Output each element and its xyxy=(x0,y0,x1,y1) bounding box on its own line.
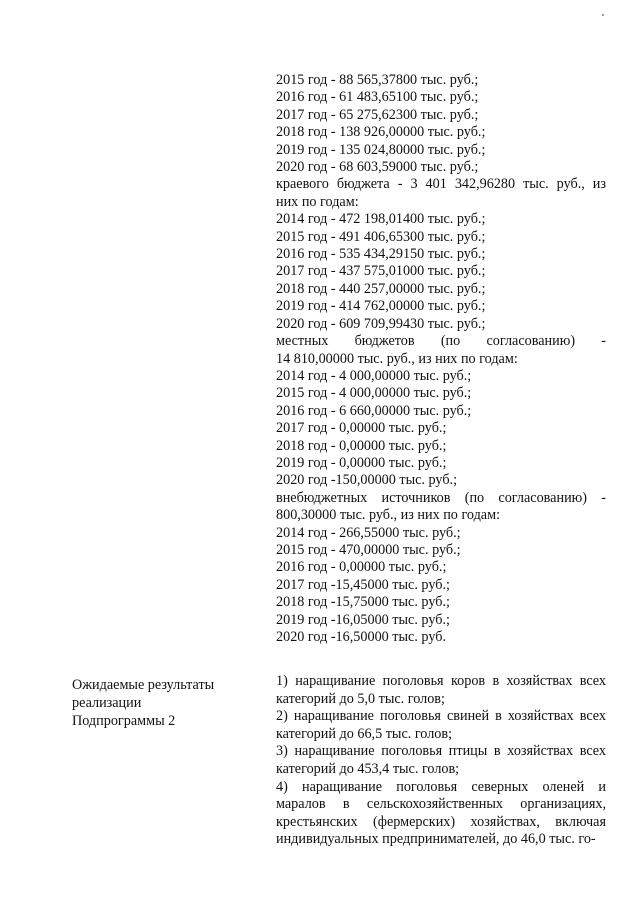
funding-line: 2015 год - 88 565,37800 тыс. руб.; xyxy=(276,72,479,88)
result-item: 2) наращивание поголовья свиней в хозяйствах всех категорий до 66,5 тыс. голов; xyxy=(276,708,606,742)
funding-line: них по годам: xyxy=(276,193,359,210)
funding-line: 2016 год - 61 483,65100 тыс. руб.; xyxy=(276,89,479,106)
funding-line: 2017 год - 437 575,01000 тыс. руб.; xyxy=(276,263,486,280)
funding-line: 2018 год - 138 926,00000 тыс. руб.; xyxy=(276,124,486,141)
funding-line: 2019 год - 0,00000 тыс. руб.; xyxy=(276,454,447,471)
results-label xyxy=(72,676,262,730)
funding-line: 2018 год -15,75000 тыс. руб.; xyxy=(276,594,450,611)
funding-line: 800,30000 тыс. руб., из них по годам: xyxy=(276,507,501,524)
funding-line: 2016 год - 6 660,00000 тыс. руб.; xyxy=(276,402,472,419)
funding-line: 2020 год -16,50000 тыс. руб. xyxy=(276,629,447,645)
funding-line: 2018 год - 0,00000 тыс. руб.; xyxy=(276,437,447,454)
results-label-line: Подпрограммы 2 xyxy=(72,713,176,729)
results-label-line: реализации xyxy=(72,695,142,711)
funding-line: 2018 год - 440 257,00000 тыс. руб.; xyxy=(276,280,486,297)
funding-line: 2014 год - 4 000,00000 тыс. руб.; xyxy=(276,367,472,384)
funding-line: 2015 год - 491 406,65300 тыс. руб.; xyxy=(276,228,486,245)
funding-line: 2019 год -16,05000 тыс. руб.; xyxy=(276,611,450,628)
funding-line: 2014 год - 472 198,01400 тыс. руб.; xyxy=(276,211,486,228)
funding-line: 2017 год - 65 275,62300 тыс. руб.; xyxy=(276,106,479,123)
funding-line: 2019 год - 135 024,80000 тыс. руб.; xyxy=(276,141,486,158)
funding-line: 2017 год -15,45000 тыс. руб.; xyxy=(276,576,450,593)
result-item: 4) наращивание поголовья северных оленей и маралов в сельскохозяйственных организациях, крестьянских (фермерских) хозяйствах, включая индивидуальных предпринимателей, до 46,0 тыс. го- xyxy=(276,778,606,848)
funding-line: 2016 год - 535 434,29150 тыс. руб.; xyxy=(276,246,486,263)
result-item: 1) наращивание поголовья коров в хозяйствах всех категорий до 5,0 тыс. голов; xyxy=(276,673,606,707)
results-label-line: Ожидаемые результаты xyxy=(72,677,215,693)
funding-breakdown xyxy=(276,72,606,646)
funding-line: 2020 год -150,00000 тыс. руб.; xyxy=(276,472,458,489)
funding-line: 2020 год - 609 709,99430 тыс. руб.; xyxy=(276,315,486,332)
result-item: 3) наращивание поголовья птицы в хозяйствах всех категорий до 453,4 тыс. голов; xyxy=(276,743,606,777)
funding-line: 2015 год - 4 000,00000 тыс. руб.; xyxy=(276,385,472,402)
funding-line: 2020 год - 68 603,59000 тыс. руб.; xyxy=(276,159,479,176)
results-list xyxy=(276,673,606,849)
scan-speck xyxy=(602,14,604,16)
funding-line: 2017 год - 0,00000 тыс. руб.; xyxy=(276,420,447,437)
funding-line: 2014 год - 266,55000 тыс. руб.; xyxy=(276,524,461,541)
funding-line: 2019 год - 414 762,00000 тыс. руб.; xyxy=(276,298,486,315)
funding-line: местных бюджетов (по согласованию) - xyxy=(276,333,606,350)
funding-line: 2015 год - 470,00000 тыс. руб.; xyxy=(276,541,461,558)
funding-line: краевого бюджета - 3 401 342,96280 тыс. руб., из xyxy=(276,176,606,193)
funding-line: внебюджетных источников (по согласованию) - xyxy=(276,489,606,506)
funding-line: 2016 год - 0,00000 тыс. руб.; xyxy=(276,559,447,576)
funding-line: 14 810,00000 тыс. руб., из них по годам: xyxy=(276,350,518,367)
